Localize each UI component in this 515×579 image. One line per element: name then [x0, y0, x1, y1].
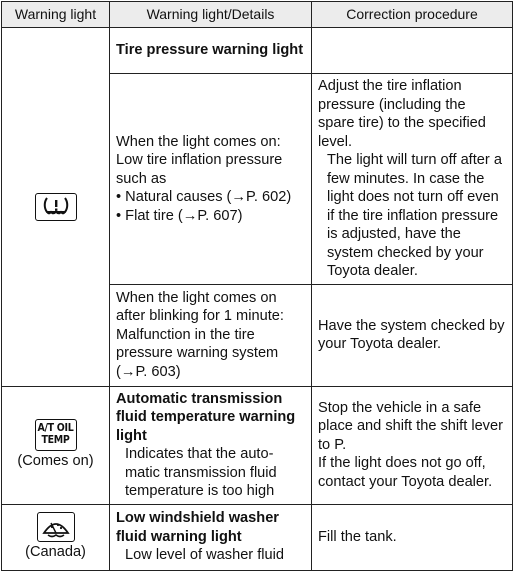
transmission-icon-cell — [2, 386, 110, 504]
washer-icon-cell — [2, 504, 110, 570]
transmission-procedure — [312, 386, 513, 504]
washer-detail — [110, 504, 312, 570]
tire-title-empty — [312, 28, 513, 74]
washer-procedure: Fill the tank. — [312, 504, 513, 570]
washer-desc: Low level of washer fluid — [125, 547, 284, 564]
transmission-proc1: Stop the vehicle in a safe place and shift the shift lever to P. — [318, 399, 503, 453]
washer-fluid-icon — [37, 512, 75, 542]
transmission-detail — [110, 386, 312, 504]
tire-case1-detail — [110, 74, 312, 285]
at-icon-line1: A/T OIL — [37, 422, 74, 435]
tire-case2-detail: When the light comes on after blinking for 1 minute: Malfunction in the tire pressure warning system (→P. 603) — [110, 284, 312, 386]
tire-title: Tire pressure warning light — [110, 28, 312, 74]
tire-case1-proc-main: Adjust the tire inflation pressure (including the spare tire) to the specified level. — [318, 78, 486, 150]
transmission-desc: Indicates that the auto-matic transmission fluid temperature is too high — [125, 446, 277, 499]
tire-icon-cell — [2, 28, 110, 387]
header-warning-light: Warning light — [2, 2, 110, 28]
at-icon-line2: TEMP — [41, 434, 70, 447]
tire-case1-proc-note: The light will turn off after a few minutes. In case the light does not turn off even if the tire inflation pressure is adjusted, have the system checked by your Toyota dealer. — [327, 152, 502, 279]
tire-pressure-icon — [35, 193, 77, 221]
header-details: Warning light/Details — [110, 2, 312, 28]
transmission-row — [2, 386, 513, 504]
transmission-proc2: If the light does not go off, contact your Toyota dealer. — [318, 455, 493, 490]
tire-case1-bullet2: • Flat tire (→P. 607) — [116, 207, 243, 224]
at-oil-temp-icon — [35, 419, 77, 451]
warning-light-table — [1, 1, 513, 571]
tire-case1-procedure — [312, 74, 513, 285]
transmission-sub-label: (Comes on) — [17, 453, 94, 470]
transmission-title: Automatic transmission fluid temperature warning light — [116, 390, 296, 444]
washer-title: Low windshield washer fluid warning light — [116, 510, 279, 545]
tire-case1-bullet1: • Natural causes (→P. 602) — [116, 189, 292, 205]
tire-case2-procedure: Have the system checked by your Toyota dealer. — [312, 284, 513, 386]
washer-sub-label: (Canada) — [25, 544, 86, 561]
header-correction: Correction procedure — [312, 2, 513, 28]
washer-row — [2, 504, 513, 570]
tire-title-row — [2, 28, 513, 74]
header-row — [2, 2, 513, 28]
tire-case1-lead: When the light comes on: Low tire inflation pressure such as — [116, 133, 283, 187]
